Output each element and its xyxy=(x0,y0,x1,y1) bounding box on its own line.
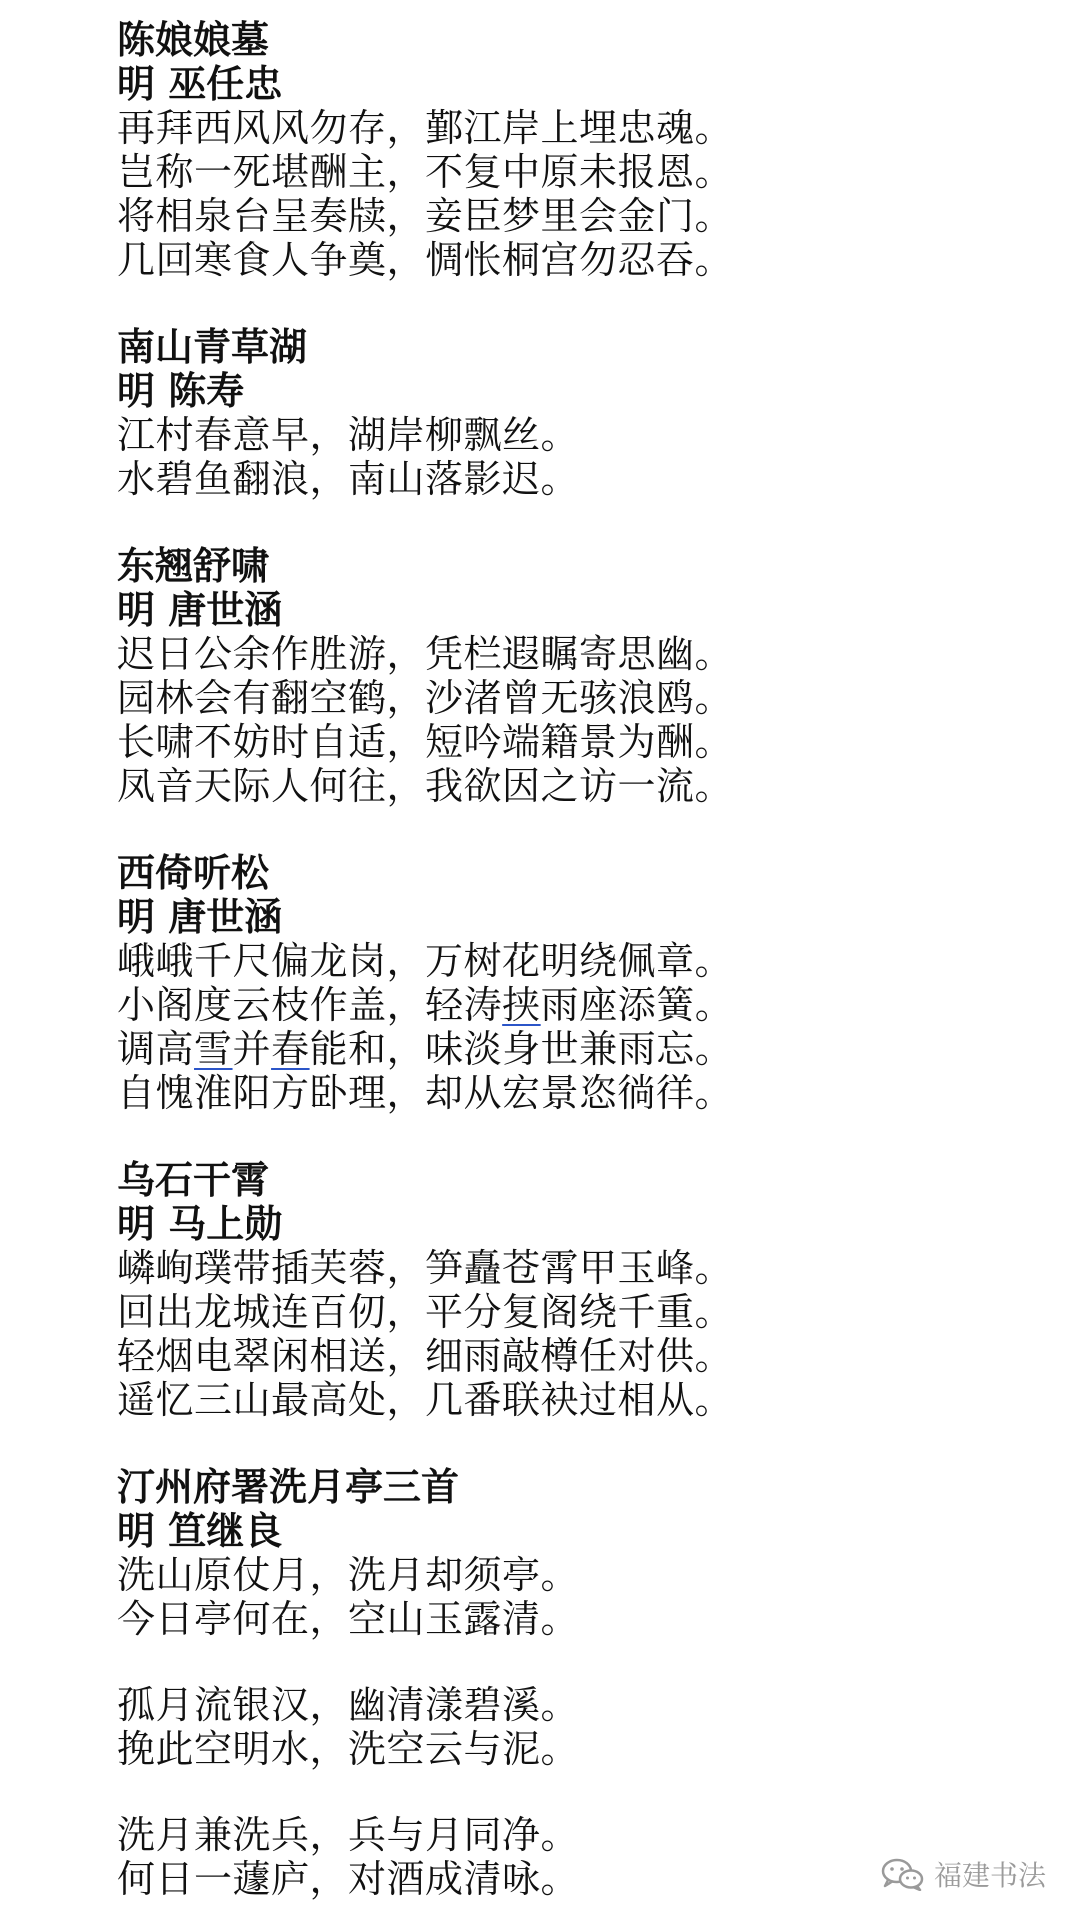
poem-stanza xyxy=(117,1553,1017,1641)
poem xyxy=(117,851,1017,1115)
poem-title: 陈娘娘墓 xyxy=(117,18,270,62)
line-char: 。 xyxy=(694,1027,734,1071)
line-char: 簧 xyxy=(656,983,695,1027)
poem-author: 明 唐世涵 xyxy=(117,588,283,632)
poem-author: 明 巫任忠 xyxy=(117,62,283,106)
underlined-char: 春 xyxy=(271,1027,310,1071)
line-char: 小 xyxy=(117,983,156,1027)
line-char: 高 xyxy=(155,1027,195,1071)
line-char: 度 xyxy=(194,983,233,1027)
line-char: 座 xyxy=(579,983,618,1027)
poem-line: 长啸不妨时自适，短吟端籍景为酬。 xyxy=(117,720,734,764)
poem-line: 水碧鱼翻浪，南山落影迟。 xyxy=(117,457,580,501)
poem-stanza xyxy=(117,1246,1017,1422)
line-char: 。 xyxy=(694,983,734,1027)
poem-line: 几回寒食人争奠，惆怅桐宫勿忍吞。 xyxy=(117,238,734,282)
line-char: 云 xyxy=(232,983,272,1027)
poem-author: 明 马上勋 xyxy=(117,1202,283,1246)
poem-line: 挽此空明水，洗空云与泥。 xyxy=(117,1727,580,1771)
wechat-icon xyxy=(880,1857,924,1891)
poem-line: 园林会有翻空鹤，沙渚曾无骇浪鸥。 xyxy=(117,676,734,720)
poem-stanza xyxy=(117,632,1017,808)
poem-line: 洗月兼洗兵，兵与月同净。 xyxy=(117,1813,580,1857)
poem-line: 自愧淮阳方卧理，却从宏景恣徜徉。 xyxy=(117,1071,734,1115)
poem-line: 峨峨千尺偏龙岗，万树花明绕佩章。 xyxy=(117,939,734,983)
poem-line: 嶙峋璞带插芙蓉，笋矗苍霄甲玉峰。 xyxy=(117,1246,734,1290)
line-char: 添 xyxy=(617,983,657,1027)
poem xyxy=(117,325,1017,501)
line-char: 味 xyxy=(425,1027,464,1071)
underlined-char: 挟 xyxy=(502,983,541,1027)
line-char: 枝 xyxy=(271,983,310,1027)
poem-line: 岂称一死堪酬主，不复中原未报恩。 xyxy=(117,150,734,194)
line-char: 身 xyxy=(502,1027,541,1071)
poem-stanza xyxy=(117,939,1017,1115)
poem-author: 明 陈寿 xyxy=(117,369,245,413)
poem-line: 轻烟电翠闲相送，细雨敲樽任对供。 xyxy=(117,1334,734,1378)
poem-title: 南山青草湖 xyxy=(117,325,308,369)
poem-line: 凤音天际人何往，我欲因之访一流。 xyxy=(117,764,734,808)
poem xyxy=(117,1465,1017,1901)
poem xyxy=(117,18,1017,282)
poem-line: 遥忆三山最高处，几番联袂过相从。 xyxy=(117,1378,734,1422)
poem xyxy=(117,544,1017,808)
poem-document xyxy=(117,18,1017,1901)
watermark-text: 福建书法 xyxy=(933,1859,1046,1892)
poem-title: 西倚听松 xyxy=(117,851,270,895)
poem-author: 明 唐世涵 xyxy=(117,895,283,939)
line-char: 雨 xyxy=(540,983,580,1027)
poem-line: 回出龙城连百仞，平分复阁绕千重。 xyxy=(117,1290,734,1334)
line-char: 作 xyxy=(309,983,349,1027)
poem-line xyxy=(117,983,1017,1027)
line-char: 轻 xyxy=(425,983,464,1027)
poem-line: 江村春意早，湖岸柳飘丝。 xyxy=(117,413,580,457)
poem-line: 迟日公余作胜游，凭栏遐瞩寄思幽。 xyxy=(117,632,734,676)
line-char: 能 xyxy=(309,1027,349,1071)
underlined-char: 雪 xyxy=(194,1027,233,1071)
line-char: 阁 xyxy=(155,983,195,1027)
line-char: 涛 xyxy=(463,983,503,1027)
line-char: 盖 xyxy=(348,983,387,1027)
poem-stanza xyxy=(117,1683,1017,1771)
poem-title: 东翘舒啸 xyxy=(117,544,270,588)
line-char: 兼 xyxy=(579,1027,618,1071)
poem-line: 今日亭何在，空山玉露清。 xyxy=(117,1597,580,1641)
line-char: 和 xyxy=(348,1027,387,1071)
line-char: ， xyxy=(386,1027,426,1071)
poem-line xyxy=(117,1027,1017,1071)
poem-title: 汀州府署洗月亭三首 xyxy=(117,1465,460,1509)
poem xyxy=(117,1158,1017,1422)
poem-line: 将相泉台呈奏牍，妾臣梦里会金门。 xyxy=(117,194,734,238)
line-char: 世 xyxy=(540,1027,580,1071)
line-char: 雨 xyxy=(617,1027,657,1071)
watermark xyxy=(880,1854,1046,1894)
poem-stanza xyxy=(117,106,1017,282)
poem-stanza xyxy=(117,413,1017,501)
line-char: 并 xyxy=(232,1027,272,1071)
poem-author: 明 笪继良 xyxy=(117,1509,283,1553)
poem-line: 孤月流银汉，幽清漾碧溪。 xyxy=(117,1683,580,1727)
line-char: 淡 xyxy=(463,1027,503,1071)
poem-line: 洗山原仗月，洗月却须亭。 xyxy=(117,1553,580,1597)
poem-title: 乌石干霄 xyxy=(117,1158,270,1202)
poem-line: 何日一蘧庐，对酒成清咏。 xyxy=(117,1857,580,1901)
line-char: 调 xyxy=(117,1027,156,1071)
line-char: 忘 xyxy=(656,1027,695,1071)
line-char: ， xyxy=(386,983,426,1027)
poem-line: 再拜西风风勿存，鄞江岸上埋忠魂。 xyxy=(117,106,734,150)
